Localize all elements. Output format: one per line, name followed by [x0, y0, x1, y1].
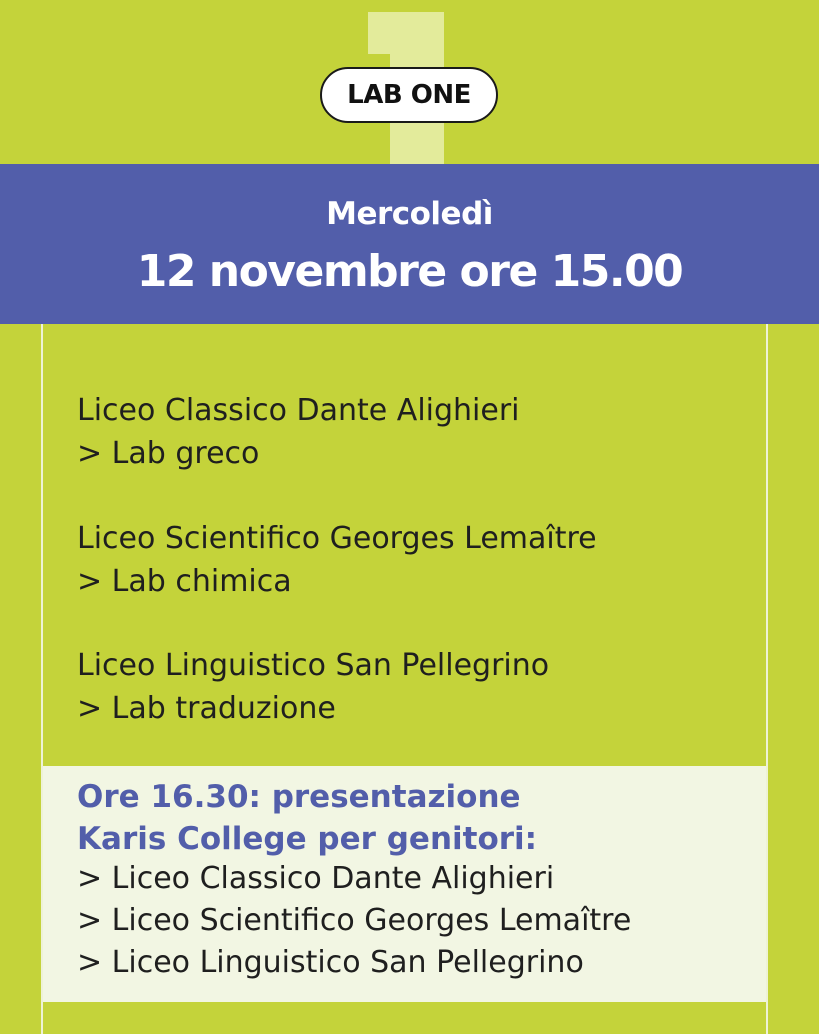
- list-item: > Liceo Classico Dante Alighieri: [77, 861, 555, 896]
- lab-name: > Lab chimica: [77, 564, 292, 599]
- lab-entry-classico: [77, 389, 520, 475]
- list-item: > Liceo Linguistico San Pellegrino: [77, 945, 584, 980]
- lab-entry-scientifico: [77, 517, 597, 603]
- event-day: Mercoledì: [326, 196, 493, 232]
- presentation-school-list: [77, 858, 631, 984]
- school-name: Liceo Scientifico Georges Lemaître: [77, 521, 597, 556]
- presentation-title: [77, 776, 537, 860]
- lab-name: > Lab greco: [77, 436, 260, 471]
- lab-name: > Lab traduzione: [77, 691, 336, 726]
- presentation-title-line2: Karis College per genitori:: [77, 821, 538, 857]
- lab-one-badge: LAB ONE: [320, 67, 498, 123]
- school-name: Liceo Linguistico San Pellegrino: [77, 648, 550, 683]
- list-item: > Liceo Scientifico Georges Lemaître: [77, 903, 632, 938]
- parents-presentation-panel: [43, 766, 766, 1002]
- date-banner: [0, 164, 819, 324]
- event-date-time: 12 novembre ore 15.00: [136, 246, 683, 297]
- lab-entry-linguistico: [77, 644, 549, 730]
- big-number-flag: [368, 12, 392, 54]
- presentation-title-line1: Ore 16.30: presentazione: [77, 779, 521, 815]
- school-name: Liceo Classico Dante Alighieri: [77, 393, 520, 428]
